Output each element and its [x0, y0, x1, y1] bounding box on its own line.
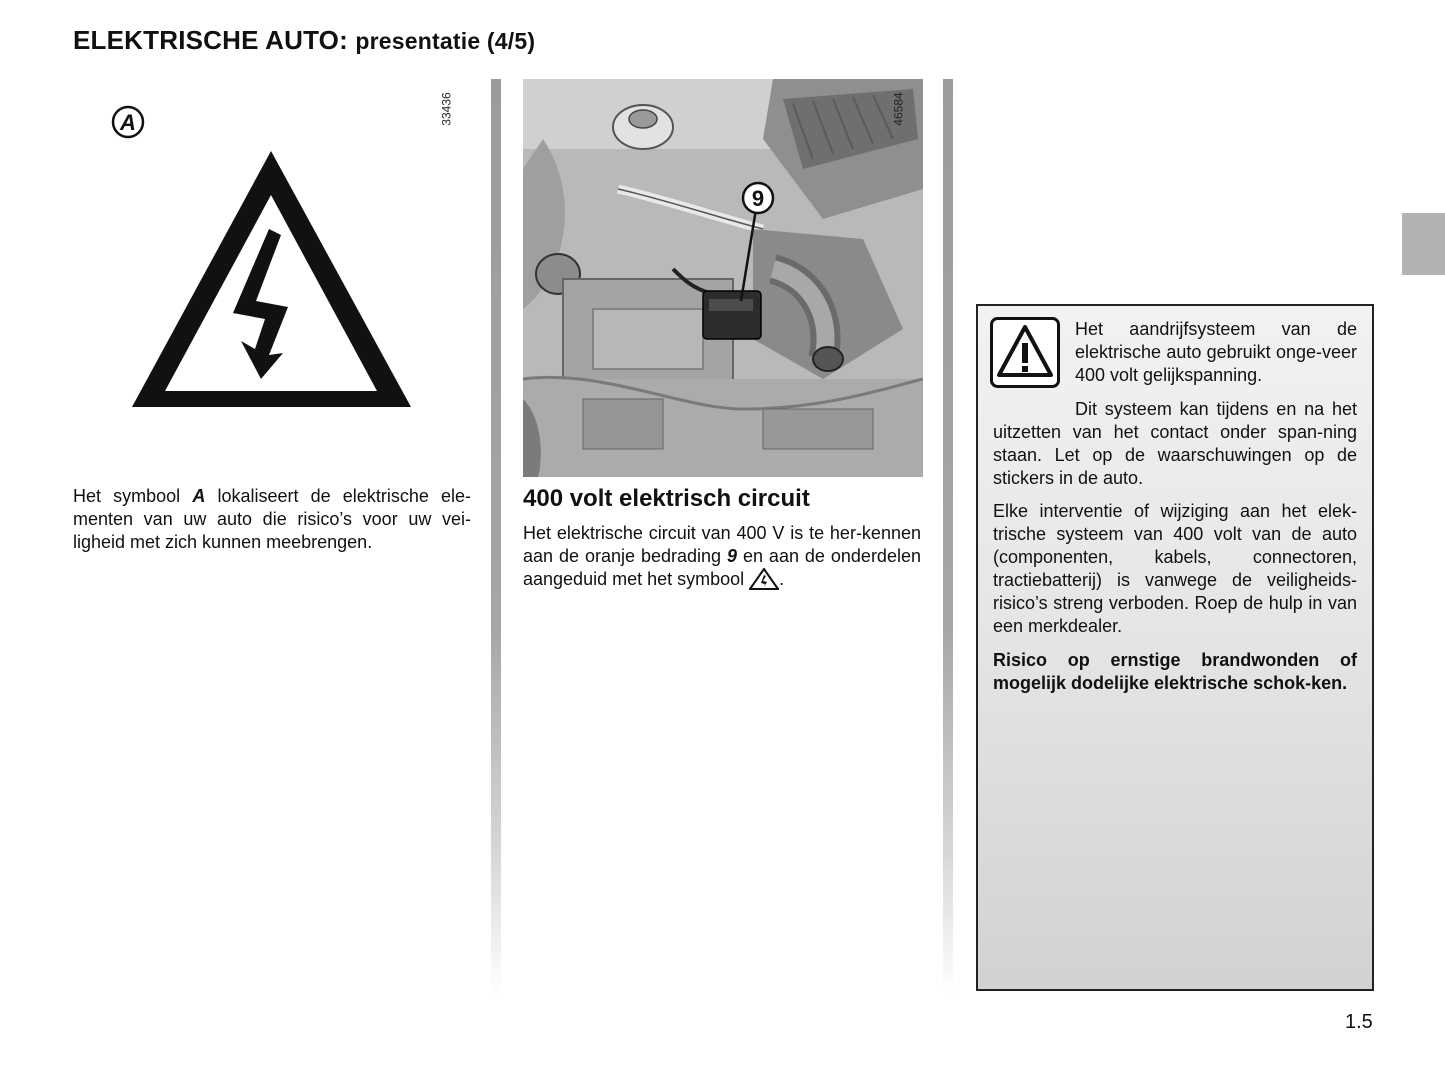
column-divider — [491, 79, 501, 994]
warning-triangle-icon — [990, 317, 1060, 388]
page-title-main: ELEKTRISCHE AUTO: — [73, 25, 348, 55]
symbol-reference: A — [192, 486, 206, 506]
callout-reference: 9 — [726, 546, 737, 566]
warning-paragraph: Het aandrijfsysteem van de elektrische auto gebruikt onge-veer 400 volt gelijkspanning. — [1075, 319, 1357, 385]
chapter-tab — [1402, 213, 1445, 275]
section-title: 400 volt elektrisch circuit — [523, 485, 810, 512]
high-voltage-warning-triangle-icon — [132, 151, 411, 407]
column-divider — [943, 79, 953, 994]
section-text: Het elektrische circuit van 400 V is te her-kennen aan de oranje bedrading 9 en aan de onderdelen aangeduid met het symbool . — [523, 523, 921, 589]
svg-text:A: A — [120, 110, 136, 135]
svg-text:9: 9 — [751, 186, 765, 211]
warning-paragraph: Dit systeem kan tijdens en na het uitzetten van het contact onder span-ning staan. Let op de waarschuwingen op de stickers in de auto. — [993, 399, 1357, 488]
page-title — [73, 22, 535, 59]
page-title-sub: presentatie (4/5) — [355, 28, 536, 54]
warning-paragraph: Elke interventie of wijziging aan het elek-trische systeem van 400 volt van de auto (componenten, kabels, connectoren, tractiebatterij) is vanwege de veiligheids-risico’s streng verboden. Roep de hulp in van een merkdealer. — [993, 501, 1357, 636]
figure-number: 33436 — [439, 92, 454, 126]
figure-a-label — [113, 107, 143, 137]
figure-a — [73, 79, 473, 474]
figure-a-caption: Het symbool A lokaliseert de elektrische ele-menten van uw auto die risico’s voor uw vei-ligheid met zich kunnen meebrengen. — [73, 486, 471, 552]
figure-number: 46584 — [891, 92, 906, 126]
high-voltage-symbol-icon — [749, 568, 779, 590]
engine-bay-photo — [523, 79, 923, 477]
warning-paragraph-bold: Risico op ernstige brandwonden of mogelijk dodelijke elektrische schok-ken. — [993, 650, 1357, 693]
callout-9 — [743, 183, 773, 213]
page-number: 1.5 — [1345, 1011, 1373, 1033]
